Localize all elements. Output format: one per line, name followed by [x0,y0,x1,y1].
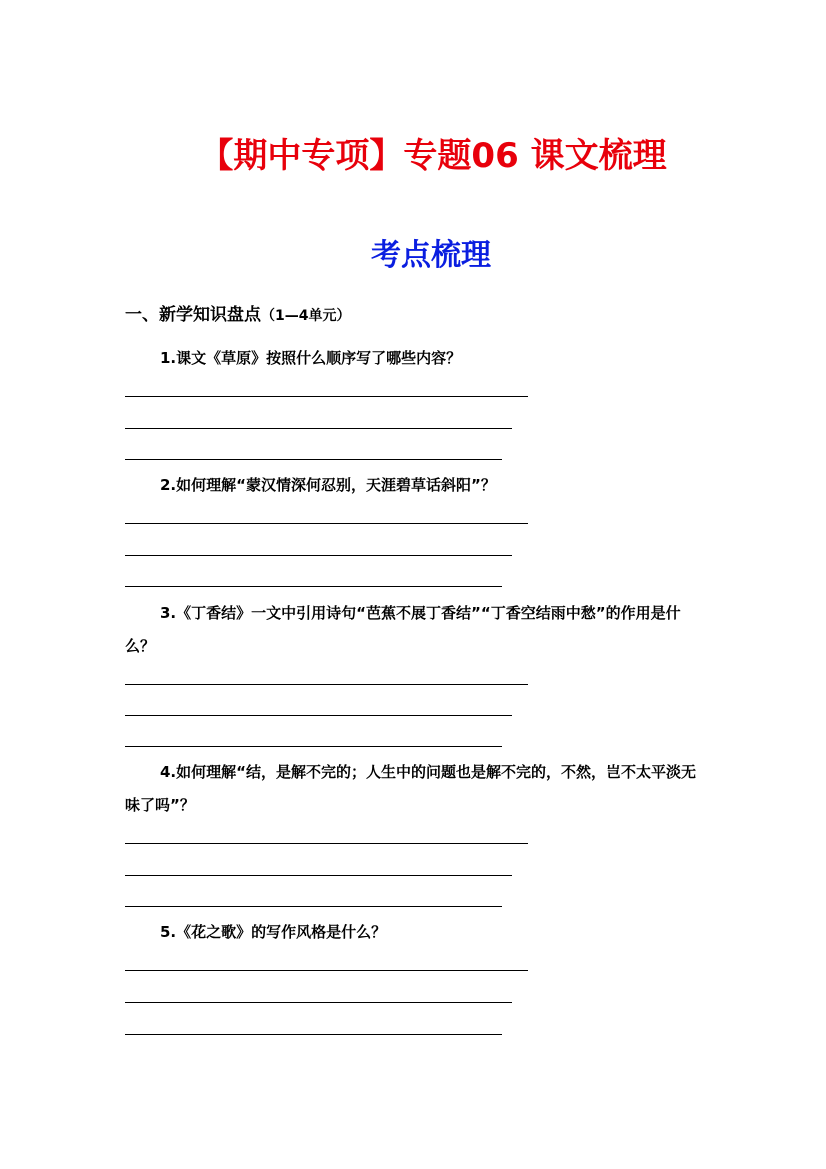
document-title: 【期中专项】专题06 课文梳理 [199,136,667,176]
answer-line[interactable] [125,459,502,460]
answer-line[interactable] [125,970,528,971]
question-1: 1.课文《草原》按照什么顺序写了哪些内容？ [160,349,462,367]
question-5: 5.《花之歌》的写作风格是什么？ [160,923,387,941]
question-4: 4.如何理解“结，是解不完的；人生中的问题也是解不完的，不然，岂不太平淡无味了吗”？ [125,763,696,814]
answer-line[interactable] [125,1034,502,1035]
question-3: 3.《丁香结》一文中引用诗句“芭蕉不展丁香结”“丁香空结雨中愁”的作用是什么？ [125,604,681,655]
section-heading [125,300,350,325]
question-2: 2.如何理解“蒙汉情深何忍别，天涯碧草话斜阳”？ [160,476,496,494]
answer-line[interactable] [125,428,512,429]
section-heading-text: 一、新学知识盘点 [125,305,261,325]
section-scope: （1—4单元） [261,308,351,324]
answer-line[interactable] [125,684,528,685]
answer-line[interactable] [125,523,528,524]
answer-line[interactable] [125,555,512,556]
answer-line[interactable] [125,586,502,587]
answer-line[interactable] [125,715,512,716]
answer-line[interactable] [125,906,502,907]
answer-line[interactable] [125,396,528,397]
answer-line[interactable] [125,875,512,876]
answer-line[interactable] [125,843,528,844]
answer-line[interactable] [125,1002,512,1003]
document-subtitle: 考点梳理 [371,238,491,273]
answer-line[interactable] [125,746,502,747]
